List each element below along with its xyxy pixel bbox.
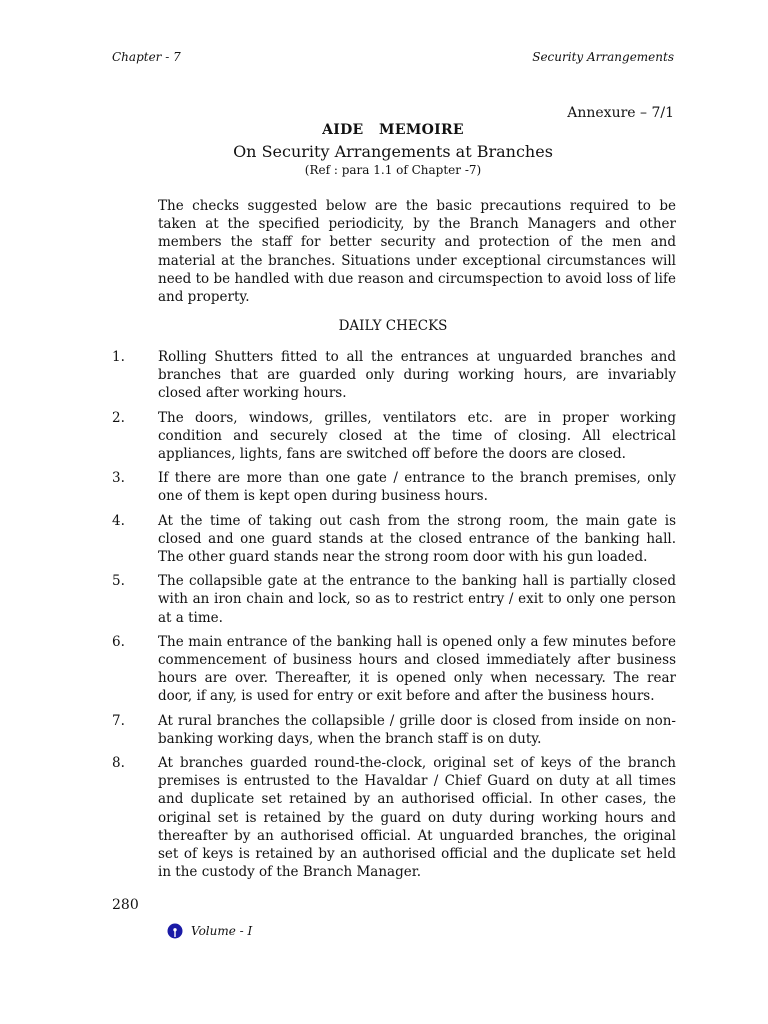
reference-note: (Ref : para 1.1 of Chapter -7)	[304, 163, 482, 177]
item-text: The main entrance of the banking hall is opened only a few minutes before commencement of business hours and closed immediately after business hours are over. Thereafter, it is opened only when necessary. The rear door, if any, is used for entry or exit before and after the business hours.	[158, 633, 676, 705]
volume-label: Volume - I	[191, 924, 253, 938]
list-item	[112, 572, 676, 627]
item-number: 4.	[112, 512, 125, 529]
item-number: 2.	[112, 409, 125, 426]
chapter-label: Chapter - 7	[112, 50, 181, 64]
page-footer	[167, 923, 252, 939]
item-number: 8.	[112, 755, 125, 772]
item-text: The collapsible gate at the entrance to the banking hall is partially closed with an iron chain and lock, so as to restrict entry / exit to only one person at a time.	[158, 573, 676, 626]
item-text: The doors, windows, grilles, ventilators etc. are in proper working condition and securely closed at the time of closing. All electrical appliances, lights, fans are switched off before the doors are closed.	[158, 409, 676, 463]
item-text: At rural branches the collapsible / grille door is closed from inside on non-banking working days, when the branch staff is on duty.	[158, 712, 676, 747]
intro-paragraph: The checks suggested below are the basic precautions required to be taken at the specified periodicity, by the Branch Managers and other members the staff for better security and protection of the men and material at the branches. Situations under exceptional circumstances will need to be handled with due reason and circumspection to avoid loss of life and property.	[158, 198, 676, 306]
section-label: Security Arrangements	[532, 50, 674, 64]
item-text: If there are more than one gate / entrance to the branch premises, only one of them is kept open during business hours.	[158, 470, 676, 505]
item-text: At the time of taking out cash from the strong room, the main gate is closed and one guard stands at the closed entrance of the banking hall. The other guard stands near the strong room door with his gun loaded.	[158, 512, 676, 566]
logo-keyhole-slot	[174, 931, 175, 937]
list-item	[112, 409, 676, 464]
list-item	[112, 633, 676, 706]
list-item	[112, 754, 676, 881]
page-subtitle: On Security Arrangements at Branches	[233, 142, 553, 161]
running-header	[112, 50, 674, 64]
annexure-label: Annexure – 7/1	[567, 105, 674, 121]
item-number: 7.	[112, 712, 125, 729]
daily-checks-list	[112, 348, 676, 887]
item-number: 3.	[112, 470, 125, 487]
section-heading: DAILY CHECKS	[338, 318, 448, 334]
item-number: 6.	[112, 633, 125, 650]
list-item	[112, 512, 676, 567]
bank-logo-icon	[167, 923, 183, 939]
list-item	[112, 469, 676, 505]
page-title: AIDE MEMOIRE	[322, 122, 464, 138]
item-text: At branches guarded round-the-clock, original set of keys of the branch premises is entrusted to the Havaldar / Chief Guard on duty at all times and duplicate set retained by an authorised official. In other cases, the original set is retained by the guard on duty during working hours and thereafter by an authorised official. At unguarded branches, the original set of keys is retained by an authorised official and the duplicate set held in the custody of the Branch Manager.	[158, 755, 676, 881]
item-number: 5.	[112, 573, 125, 590]
list-item	[112, 348, 676, 403]
item-number: 1.	[112, 349, 125, 365]
logo-keyhole-dot	[173, 928, 176, 931]
list-item	[112, 712, 676, 748]
item-text: Rolling Shutters fitted to all the entrances at unguarded branches and branches that are guarded only during working hours, are invariably closed after working hours.	[158, 349, 676, 402]
page-number: 280	[112, 897, 139, 913]
